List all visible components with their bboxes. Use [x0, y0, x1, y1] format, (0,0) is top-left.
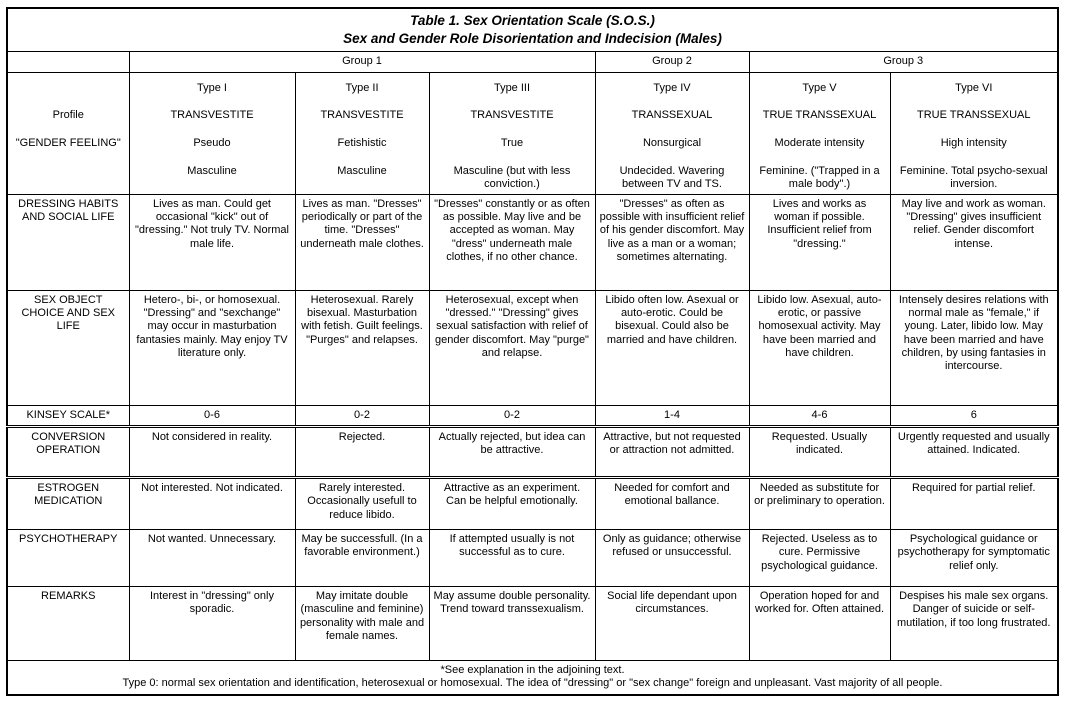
footnote-line1: *See explanation in the adjoining text. [440, 664, 625, 677]
table-row [7, 478, 1058, 530]
profile-cell [295, 72, 429, 194]
type-category: TRANSVESTITE [170, 108, 254, 121]
type-subtype: High intensity [940, 136, 1007, 149]
table-cell: Rejected. [295, 427, 429, 478]
type-subtype: Fetishistic [337, 136, 387, 149]
table-cell: Not wanted. Unnecessary. [129, 530, 295, 587]
table-row [7, 195, 1058, 291]
type-category: TRUE TRANSSEXUAL [917, 108, 1031, 121]
table-cell: Needed for comfort and emotional ballance. [595, 478, 749, 530]
table-cell: Lives and works as woman if possible. Insufficient relief from "dressing." [749, 195, 890, 291]
type-feeling: Undecided. Wavering between TV and TS. [619, 164, 725, 190]
row-label: ESTROGEN MEDICATION [7, 478, 129, 530]
sos-table [6, 7, 1059, 696]
profile-cell [429, 72, 595, 194]
table-cell: Social life dependant upon circumstances. [595, 587, 749, 661]
table-cell: Heterosexual, except when "dressed." "Dressing" gives sexual satisfaction with relief of gender discomfort. May "purge" and relapse. [429, 291, 595, 406]
table-cell: Requested. Usually indicated. [749, 427, 890, 478]
table-cell: 1-4 [595, 406, 749, 427]
table-title-line2: Sex and Gender Role Disorientation and Indecision (Males) [343, 31, 722, 47]
table-cell: Libido often low. Asexual or auto-erotic. Could be bisexual. Could also be married and have children. [595, 291, 749, 406]
table-cell: Only as guidance; otherwise refused or unsuccessful. [595, 530, 749, 587]
table-row [7, 291, 1058, 406]
group-3-header: Group 3 [749, 52, 1058, 72]
table-cell: Lives as man. Could get occasional "kick" out of "dressing." Not truly TV. Normal male life. [129, 195, 295, 291]
group-1-header: Group 1 [129, 52, 595, 72]
row-label: REMARKS [7, 587, 129, 661]
table-cell: 6 [890, 406, 1058, 427]
type-subtype: Moderate intensity [774, 136, 865, 149]
type-category: TRANSVESTITE [470, 108, 554, 121]
footnote-line2: Type 0: normal sex orientation and identification, heterosexual or homosexual. The idea of "dressing" or "sex change" foreign and unpleasant. Vast majority of all people. [122, 677, 943, 690]
profile-row [7, 72, 1058, 194]
type-name: Type III [493, 81, 531, 94]
type-category: TRANSSEXUAL [631, 108, 713, 121]
type-feeling: Masculine [187, 164, 237, 177]
table-cell: Rarely interested. Occasionally usefull to reduce libido. [295, 478, 429, 530]
table-cell: Operation hoped for and worked for. Often attained. [749, 587, 890, 661]
title-row [7, 8, 1058, 52]
table-cell: May imitate double (masculine and feminine) personality with male and female names. [295, 587, 429, 661]
row-label: SEX OBJECT CHOICE AND SEX LIFE [7, 291, 129, 406]
type-subtype: Nonsurgical [642, 136, 702, 149]
table-cell: Rejected. Useless as to cure. Permissive psychological guidance. [749, 530, 890, 587]
group-header-row [7, 52, 1058, 72]
type-subtype: True [500, 136, 524, 149]
table-cell: May live and work as woman. "Dressing" gives insufficient relief. Gender discomfort intense. [890, 195, 1058, 291]
table-row [7, 530, 1058, 587]
type-feeling: Feminine. Total psycho-sexual inversion. [899, 164, 1048, 190]
table-cell: 0-2 [295, 406, 429, 427]
group-2-header: Group 2 [595, 52, 749, 72]
type-name: Type IV [653, 81, 691, 94]
table-cell: May assume double personality. Trend toward transsexualism. [429, 587, 595, 661]
type-name: Type I [197, 81, 227, 94]
table-cell: Interest in "dressing" only sporadic. [129, 587, 295, 661]
type-feeling: Masculine (but with less conviction.) [453, 164, 571, 190]
profile-cell [749, 72, 890, 194]
row-label [7, 72, 129, 194]
table-cell: 0-2 [429, 406, 595, 427]
table-cell: Despises his male sex organs. Danger of suicide or self-mutilation, if too long frustrated. [890, 587, 1058, 661]
type-category: TRUE TRANSSEXUAL [762, 108, 877, 121]
table-cell: 0-6 [129, 406, 295, 427]
table-cell: "Dresses" as often as possible with insufficient relief of his gender discomfort. May live as a man or a woman; sometimes alternating. [595, 195, 749, 291]
row-label: PSYCHOTHERAPY [7, 530, 129, 587]
row-label: DRESSING HABITS AND SOCIAL LIFE [7, 195, 129, 291]
table-cell: Psychological guidance or psychotherapy for symptomatic relief only. [890, 530, 1058, 587]
table-cell: Intensely desires relations with normal male as "female," if young. Later, libido low. May have been married and have children, by using fantasies in intercourse. [890, 291, 1058, 406]
table-title-line1: Table 1. Sex Orientation Scale (S.O.S.) [410, 13, 655, 28]
table-cell: Hetero-, bi-, or homosexual. "Dressing" and "sexchange" may occur in masturbation fantasies mainly. May enjoy TV literature only. [129, 291, 295, 406]
table-cell: Heterosexual. Rarely bisexual. Masturbation with fetish. Guilt feelings. "Purges" and relapses. [295, 291, 429, 406]
table-cell: Attractive, but not requested or attraction not admitted. [595, 427, 749, 478]
profile-cell [129, 72, 295, 194]
table-cell: Attractive as an experiment. Can be helpful emotionally. [429, 478, 595, 530]
table-cell: Not considered in reality. [129, 427, 295, 478]
table-cell: Urgently requested and usually attained. Indicated. [890, 427, 1058, 478]
table-row [7, 406, 1058, 427]
row-label: CONVERSION OPERATION [7, 427, 129, 478]
table-cell: Lives as man. "Dresses" periodically or part of the time. "Dresses" underneath male clothes. [295, 195, 429, 291]
type-feeling: Masculine [337, 164, 387, 177]
table-cell: May be successfull. (In a favorable environment.) [295, 530, 429, 587]
type-name: Type II [345, 81, 379, 94]
table-cell: Actually rejected, but idea can be attractive. [429, 427, 595, 478]
table-cell: If attempted usually is not successful as to cure. [429, 530, 595, 587]
type-name: Type VI [955, 81, 993, 94]
table-cell: "Dresses" constantly or as often as possible. May live and be accepted as woman. May "dress" underneath male clothes, if no other chance. [429, 195, 595, 291]
table-title [7, 8, 1058, 52]
profile-cell [595, 72, 749, 194]
table-cell: Required for partial relief. [890, 478, 1058, 530]
table-row [7, 587, 1058, 661]
table-cell: Not interested. Not indicated. [129, 478, 295, 530]
type-subtype: Pseudo [193, 136, 231, 149]
table-cell: Needed as substitute for or preliminary to operation. [749, 478, 890, 530]
row-label: KINSEY SCALE* [7, 406, 129, 427]
profile-cell [890, 72, 1058, 194]
type-category: TRANSVESTITE [320, 108, 404, 121]
table-cell: Libido low. Asexual, auto-erotic, or passive homosexual activity. May have been married and have children. [749, 291, 890, 406]
table-row [7, 427, 1058, 478]
type-name: Type V [802, 81, 837, 94]
gender-feeling-label: "GENDER FEELING" [15, 136, 121, 149]
corner-cell [7, 52, 129, 72]
type-feeling: Feminine. ("Trapped in a male body".) [759, 164, 880, 190]
footnotes [7, 661, 1058, 695]
footnote-row [7, 661, 1058, 695]
table-cell: 4-6 [749, 406, 890, 427]
profile-label: Profile [52, 108, 84, 121]
